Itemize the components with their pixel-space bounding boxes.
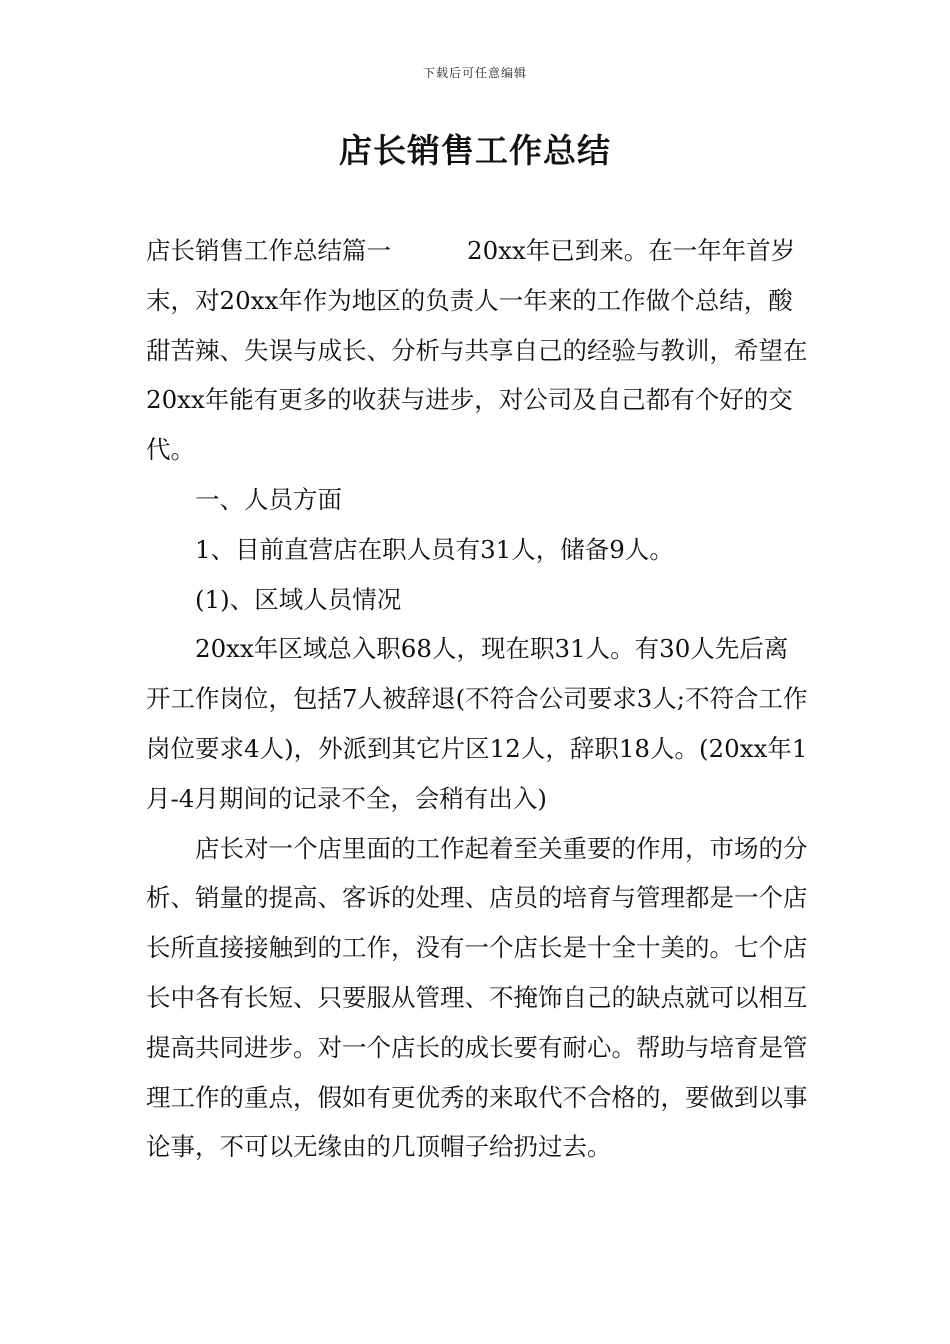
intro-text: 20xx年已到来。在一年年首岁末，对20xx年作为地区的负责人一年来的工作做个总结，酸甜苦辣、失误与成长、分析与共享自己的经验与教训，希望在20xx年能有更多的收获与进步，对公司及自己都有个好的交代。: [146, 236, 808, 465]
header-note: 下载后可任意编辑: [422, 66, 527, 80]
paragraph-staff-count: 1、目前直营店在职人员有31人，储备9人。: [195, 534, 674, 564]
section-lead: 店长销售工作总结篇一: [146, 236, 391, 265]
document-body: [146, 226, 808, 1172]
document-title: 店长销售工作总结: [339, 131, 611, 170]
paragraph-intro: [146, 226, 808, 475]
paragraph-store-manager-role: 店长对一个店里面的工作起着至关重要的作用，市场的分析、销量的提高、客诉的处理、店员的培育与管理都是一个店长所直接接触到的工作，没有一个店长是十全十美的。七个店长中各有长短、只要服从管理、不掩饰自己的缺点就可以相互提高共同进步。对一个店长的成长要有耐心。帮助与培育是管理工作的重点，假如有更优秀的来取代不合格的，要做到以事论事，不可以无缘由的几顶帽子给扔过去。: [146, 833, 808, 1162]
subheading-regional-staff: (1)、区域人员情况: [195, 584, 402, 614]
paragraph-regional-details: 20xx年区域总入职68人，现在职31人。有30人先后离开工作岗位，包括7人被辞退(不符合公司要求3人;不符合工作岗位要求4人)，外派到其它片区12人，辞职18人。(20xx年1月-4月期间的记录不全，会稍有出入): [146, 634, 808, 813]
heading-personnel: 一、人员方面: [195, 484, 342, 514]
